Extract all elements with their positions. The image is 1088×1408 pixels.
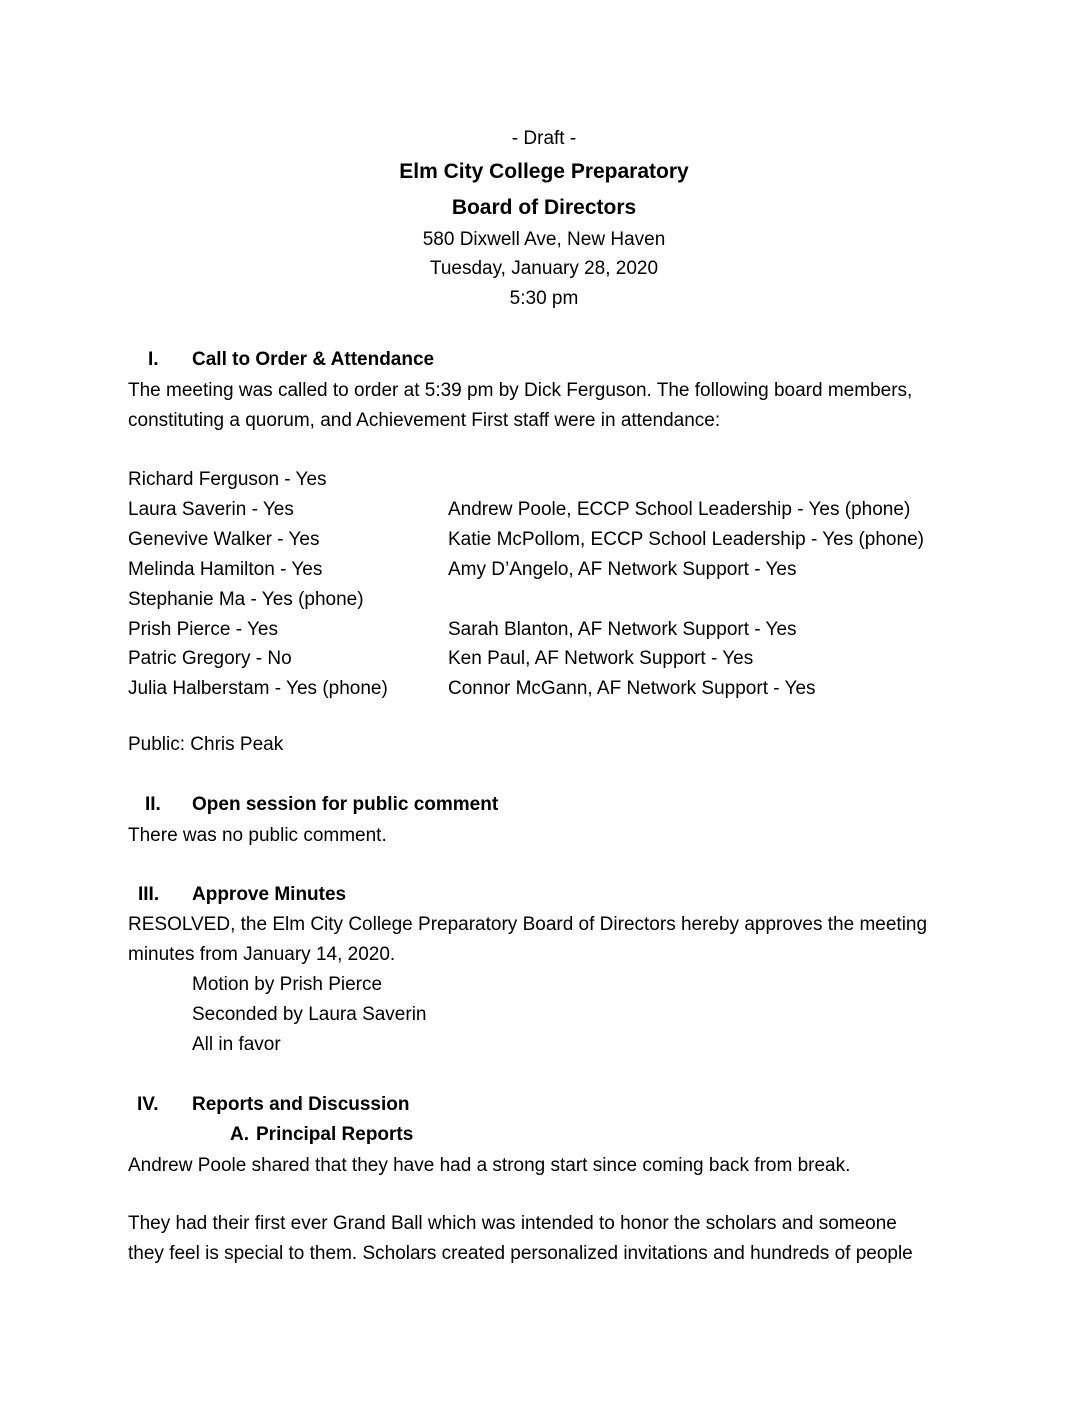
attendee-staff: Ken Paul, AF Network Support - Yes (448, 648, 754, 669)
subsection-number: A. (230, 1124, 249, 1145)
draft-label: - Draft - (511, 128, 577, 149)
organization-title: Elm City College Preparatory (399, 160, 689, 183)
attendee-board: Stephanie Ma - Yes (phone) (128, 589, 364, 610)
section-number: I. (148, 349, 159, 370)
motion-text: Motion by Prish Pierce (192, 974, 383, 995)
section-number: III. (138, 884, 160, 905)
attendee-board: Richard Ferguson - Yes (128, 469, 327, 490)
attendee-staff: Connor McGann, AF Network Support - Yes (448, 678, 816, 699)
public-comment-text: There was no public comment. (128, 825, 387, 846)
attendee-staff: Andrew Poole, ECCP School Leadership - Yes (phone) (448, 499, 911, 520)
resolution-text: RESOLVED, the Elm City College Preparatory Board of Directors hereby approves the meeting (128, 914, 928, 935)
vote-result-text: All in favor (192, 1034, 281, 1055)
call-to-order-text: The meeting was called to order at 5:39 pm by Dick Ferguson. The following board members, (128, 380, 913, 401)
board-title: Board of Directors (451, 196, 637, 219)
report-paragraph: they feel is special to them. Scholars created personalized invitations and hundreds of people (128, 1243, 913, 1264)
attendee-board: Julia Halberstam - Yes (phone) (128, 678, 388, 699)
section-title-3: Approve Minutes (192, 884, 347, 905)
subsection-title: Principal Reports (256, 1124, 414, 1145)
meeting-time: 5:30 pm (509, 288, 579, 309)
section-number: II. (145, 794, 161, 815)
seconded-text: Seconded by Laura Saverin (192, 1004, 427, 1025)
attendee-staff: Katie McPollom, ECCP School Leadership - Yes (phone) (448, 529, 924, 550)
section-title-4: Reports and Discussion (192, 1094, 410, 1115)
attendee-staff: Sarah Blanton, AF Network Support - Yes (448, 619, 797, 640)
report-paragraph: They had their first ever Grand Ball which was intended to honor the scholars and someone (128, 1213, 897, 1234)
call-to-order-text: constituting a quorum, and Achievement First staff were in attendance: (128, 410, 721, 431)
attendee-board: Melinda Hamilton - Yes (128, 559, 323, 580)
section-title-2: Open session for public comment (192, 794, 499, 815)
attendee-board: Patric Gregory - No (128, 648, 292, 669)
attendee-board: Genevive Walker - Yes (128, 529, 320, 550)
section-number: IV. (137, 1094, 159, 1115)
public-attendee: Public: Chris Peak (128, 734, 284, 755)
report-paragraph: Andrew Poole shared that they have had a strong start since coming back from break. (128, 1155, 851, 1176)
section-heading-1 (148, 349, 159, 371)
meeting-address: 580 Dixwell Ave, New Haven (422, 229, 666, 250)
section-title-1: Call to Order & Attendance (192, 349, 435, 370)
attendee-board: Laura Saverin - Yes (128, 499, 294, 520)
attendee-staff: Amy D’Angelo, AF Network Support - Yes (448, 559, 797, 580)
resolution-text: minutes from January 14, 2020. (128, 944, 396, 965)
meeting-date: Tuesday, January 28, 2020 (429, 258, 659, 279)
attendee-board: Prish Pierce - Yes (128, 619, 278, 640)
